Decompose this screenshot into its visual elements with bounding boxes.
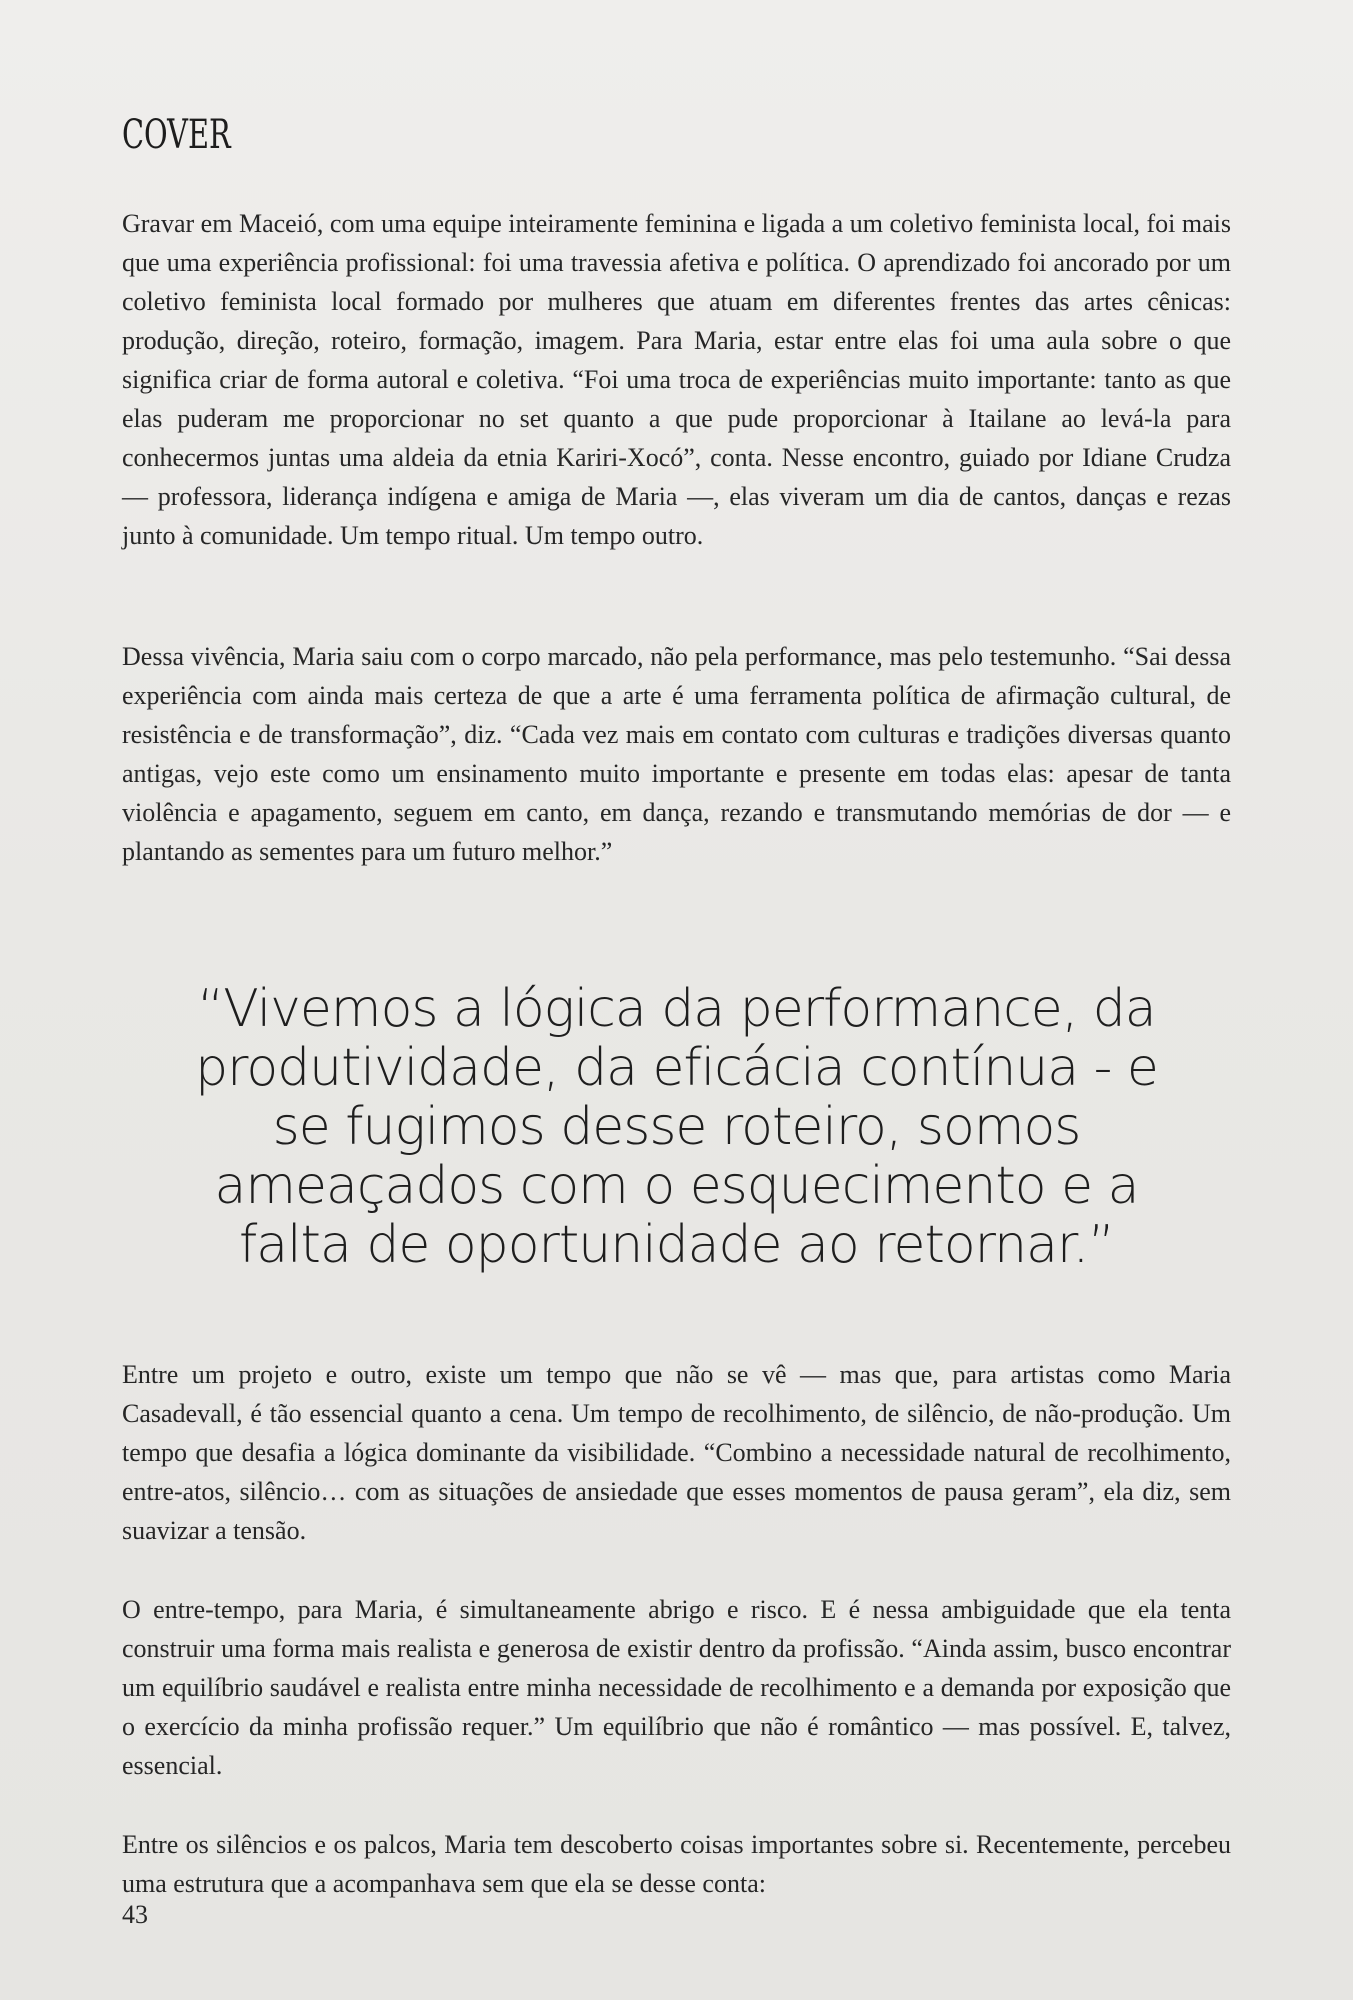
body-paragraph-5: Entre os silêncios e os palcos, Maria tem descoberto coisas importantes sobre si. Recentemente, percebeu uma estrutura que a acompanhava sem que ela se desse conta: (122, 1830, 1231, 1898)
body-paragraph-2: Dessa vivência, Maria saiu com o corpo marcado, não pela performance, mas pelo testemunho. “Sai dessa experiência com ainda mais certeza de que a arte é uma ferramenta política de afirmação cultural, de resistência e de transformação”, diz. “Cada vez mais em contato com culturas e tradições diversas quanto antigas, vejo este como um ensinamento muito importante e presente em todas elas: apesar de tanta violência e apagamento, seguem em canto, em dança, rezando e transmutando memórias de dor — e plantando as sementes para um futuro melhor.” (122, 642, 1231, 866)
pull-quote: “Vivemos a lógica da performance, da produtividade, da eficácia contínua - e se fugimos desse roteiro, somos ameaçados com o esquecimento e a falta de oportunidade ao retornar.” (195, 979, 1158, 1275)
body-paragraph-1: Gravar em Maceió, com uma equipe inteiramente feminina e ligada a um coletivo feminista local, foi mais que uma experiência profissional: foi uma travessia afetiva e política. O aprendizado foi ancorado por um coletivo feminista local formado por mulheres que atuam em diferentes frentes das artes cênicas: produção, direção, roteiro, formação, imagem. Para Maria, estar entre elas foi uma aula sobre o que significa criar de forma autoral e coletiva. “Foi uma troca de experiências muito importante: tanto as que elas puderam me proporcionar no set quanto a que pude proporcionar à Itailane ao levá-la para conhecermos juntas uma aldeia da etnia Kariri-Xocó”, conta. Nesse encontro, guiado por Idiane Crudza — professora, liderança indígena e amiga de Maria —, elas viveram um dia de cantos, danças e rezas junto à comunidade. Um tempo ritual. Um tempo outro. (122, 209, 1231, 550)
section-label: COVER (122, 112, 231, 158)
body-paragraph-4: O entre-tempo, para Maria, é simultaneamente abrigo e risco. E é nessa ambiguidade que ela tenta construir uma forma mais realista e generosa de existir dentro da profissão. “Ainda assim, busco encontrar um equilíbrio saudável e realista entre minha necessidade de recolhimento e a demanda por exposição que o exercício da minha profissão requer.” Um equilíbrio que não é romântico — mas possível. E, talvez, essencial. (122, 1595, 1231, 1780)
body-paragraph-3: Entre um projeto e outro, existe um tempo que não se vê — mas que, para artistas como Maria Casadevall, é tão essencial quanto a cena. Um tempo de recolhimento, de silêncio, de não-produção. Um tempo que desafia a lógica dominante da visibilidade. “Combino a necessidade natural de recolhimento, entre-atos, silêncio… com as situações de ansiedade que esses momentos de pausa geram”, ela diz, sem suavizar a tensão. (122, 1360, 1231, 1545)
page-number: 43 (122, 1900, 148, 1929)
